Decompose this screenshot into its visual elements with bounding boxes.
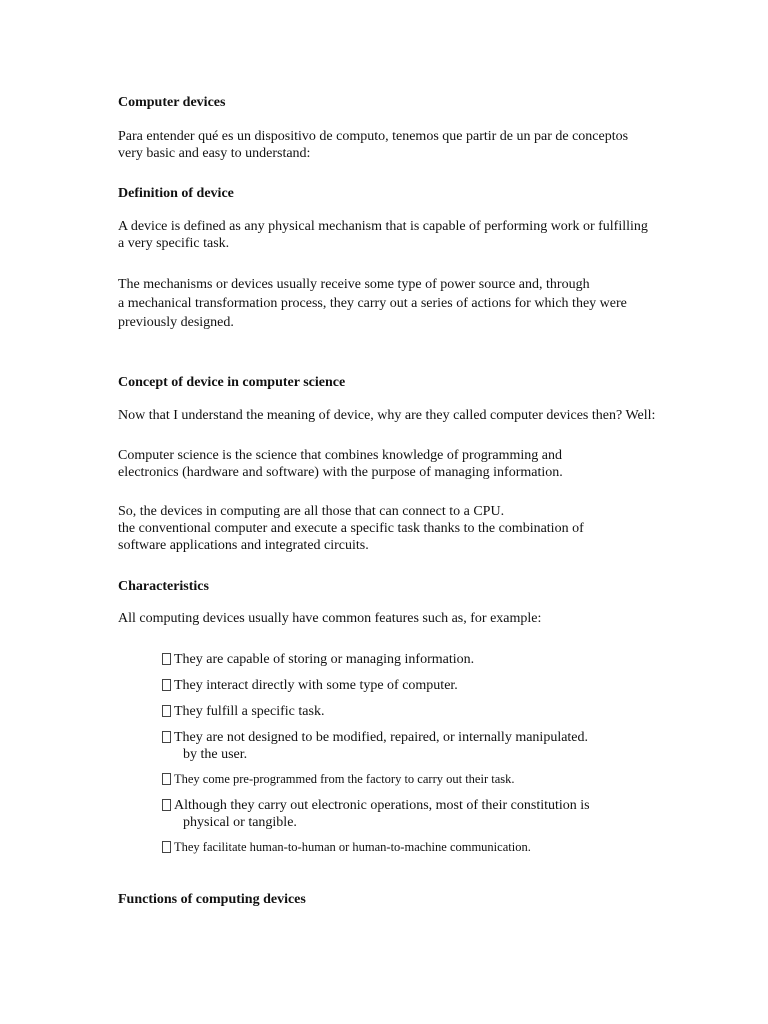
intro-paragraph (118, 128, 628, 162)
characteristics-intro: All computing devices usually have common features such as, for example: (118, 611, 542, 626)
concept-paragraph-1 (118, 407, 655, 424)
functions-heading: Functions of computing devices (118, 892, 306, 907)
list-item-text: They come pre-programmed from the factory to carry out their task. (174, 772, 515, 786)
list-item-text: Although they carry out electronic operations, most of their constitution is (174, 798, 590, 813)
paragraph-line: Now that I understand the meaning of device, why are they called computer devices then? Well: (118, 408, 656, 423)
list-item-text: They fulfill a specific task. (174, 704, 325, 719)
definition-paragraph-2 (118, 275, 627, 332)
list-item (162, 677, 458, 694)
paragraph-line: Computer science is the science that combines knowledge of programming and (118, 448, 562, 463)
paragraph-line: software applications and integrated circuits. (118, 538, 369, 553)
bullet-box-icon (162, 653, 171, 665)
document-title: Computer devices (118, 95, 226, 110)
bullet-box-icon (162, 679, 171, 691)
bullet-box-icon (162, 841, 171, 853)
list-item-text-continued: physical or tangible. (183, 815, 297, 830)
definition-paragraph-1 (118, 218, 648, 252)
list-item-text: They are not designed to be modified, repaired, or internally manipulated. (174, 730, 589, 745)
bullet-box-icon (162, 705, 171, 717)
list-item (162, 839, 531, 856)
paragraph-line: previously designed. (118, 315, 234, 330)
intro-line: very basic and easy to understand: (118, 146, 311, 161)
concept-heading: Concept of device in computer science (118, 375, 346, 390)
list-item-text: They interact directly with some type of computer. (174, 678, 458, 693)
paragraph-line: A device is defined as any physical mechanism that is capable of performing work or fulfilling (118, 219, 648, 234)
list-item-text: They facilitate human-to-human or human-to-machine communication. (174, 840, 531, 854)
paragraph-line: the conventional computer and execute a specific task thanks to the combination of (118, 521, 584, 536)
intro-line: Para entender qué es un dispositivo de computo, tenemos que partir de un par de conceptos (118, 129, 629, 144)
characteristics-heading: Characteristics (118, 579, 209, 594)
bullet-box-icon (162, 731, 171, 743)
list-item (162, 771, 515, 788)
list-item-text-continued: by the user. (183, 747, 248, 762)
list-item (162, 651, 474, 668)
list-item (162, 703, 324, 720)
list-item (162, 797, 590, 831)
list-item-text: They are capable of storing or managing information. (174, 652, 475, 667)
bullet-box-icon (162, 799, 171, 811)
paragraph-line: The mechanisms or devices usually receive some type of power source and, through (118, 277, 590, 292)
paragraph-line: electronics (hardware and software) with the purpose of managing information. (118, 465, 563, 480)
paragraph-line: a very specific task. (118, 236, 230, 251)
paragraph-line: a mechanical transformation process, they carry out a series of actions for which they were (118, 296, 627, 311)
bullet-box-icon (162, 773, 171, 785)
list-item (162, 729, 588, 763)
concept-paragraph-2 (118, 447, 563, 481)
paragraph-line: So, the devices in computing are all those that can connect to a CPU. (118, 504, 505, 519)
definition-heading: Definition of device (118, 186, 234, 201)
concept-paragraph-3 (118, 503, 584, 554)
